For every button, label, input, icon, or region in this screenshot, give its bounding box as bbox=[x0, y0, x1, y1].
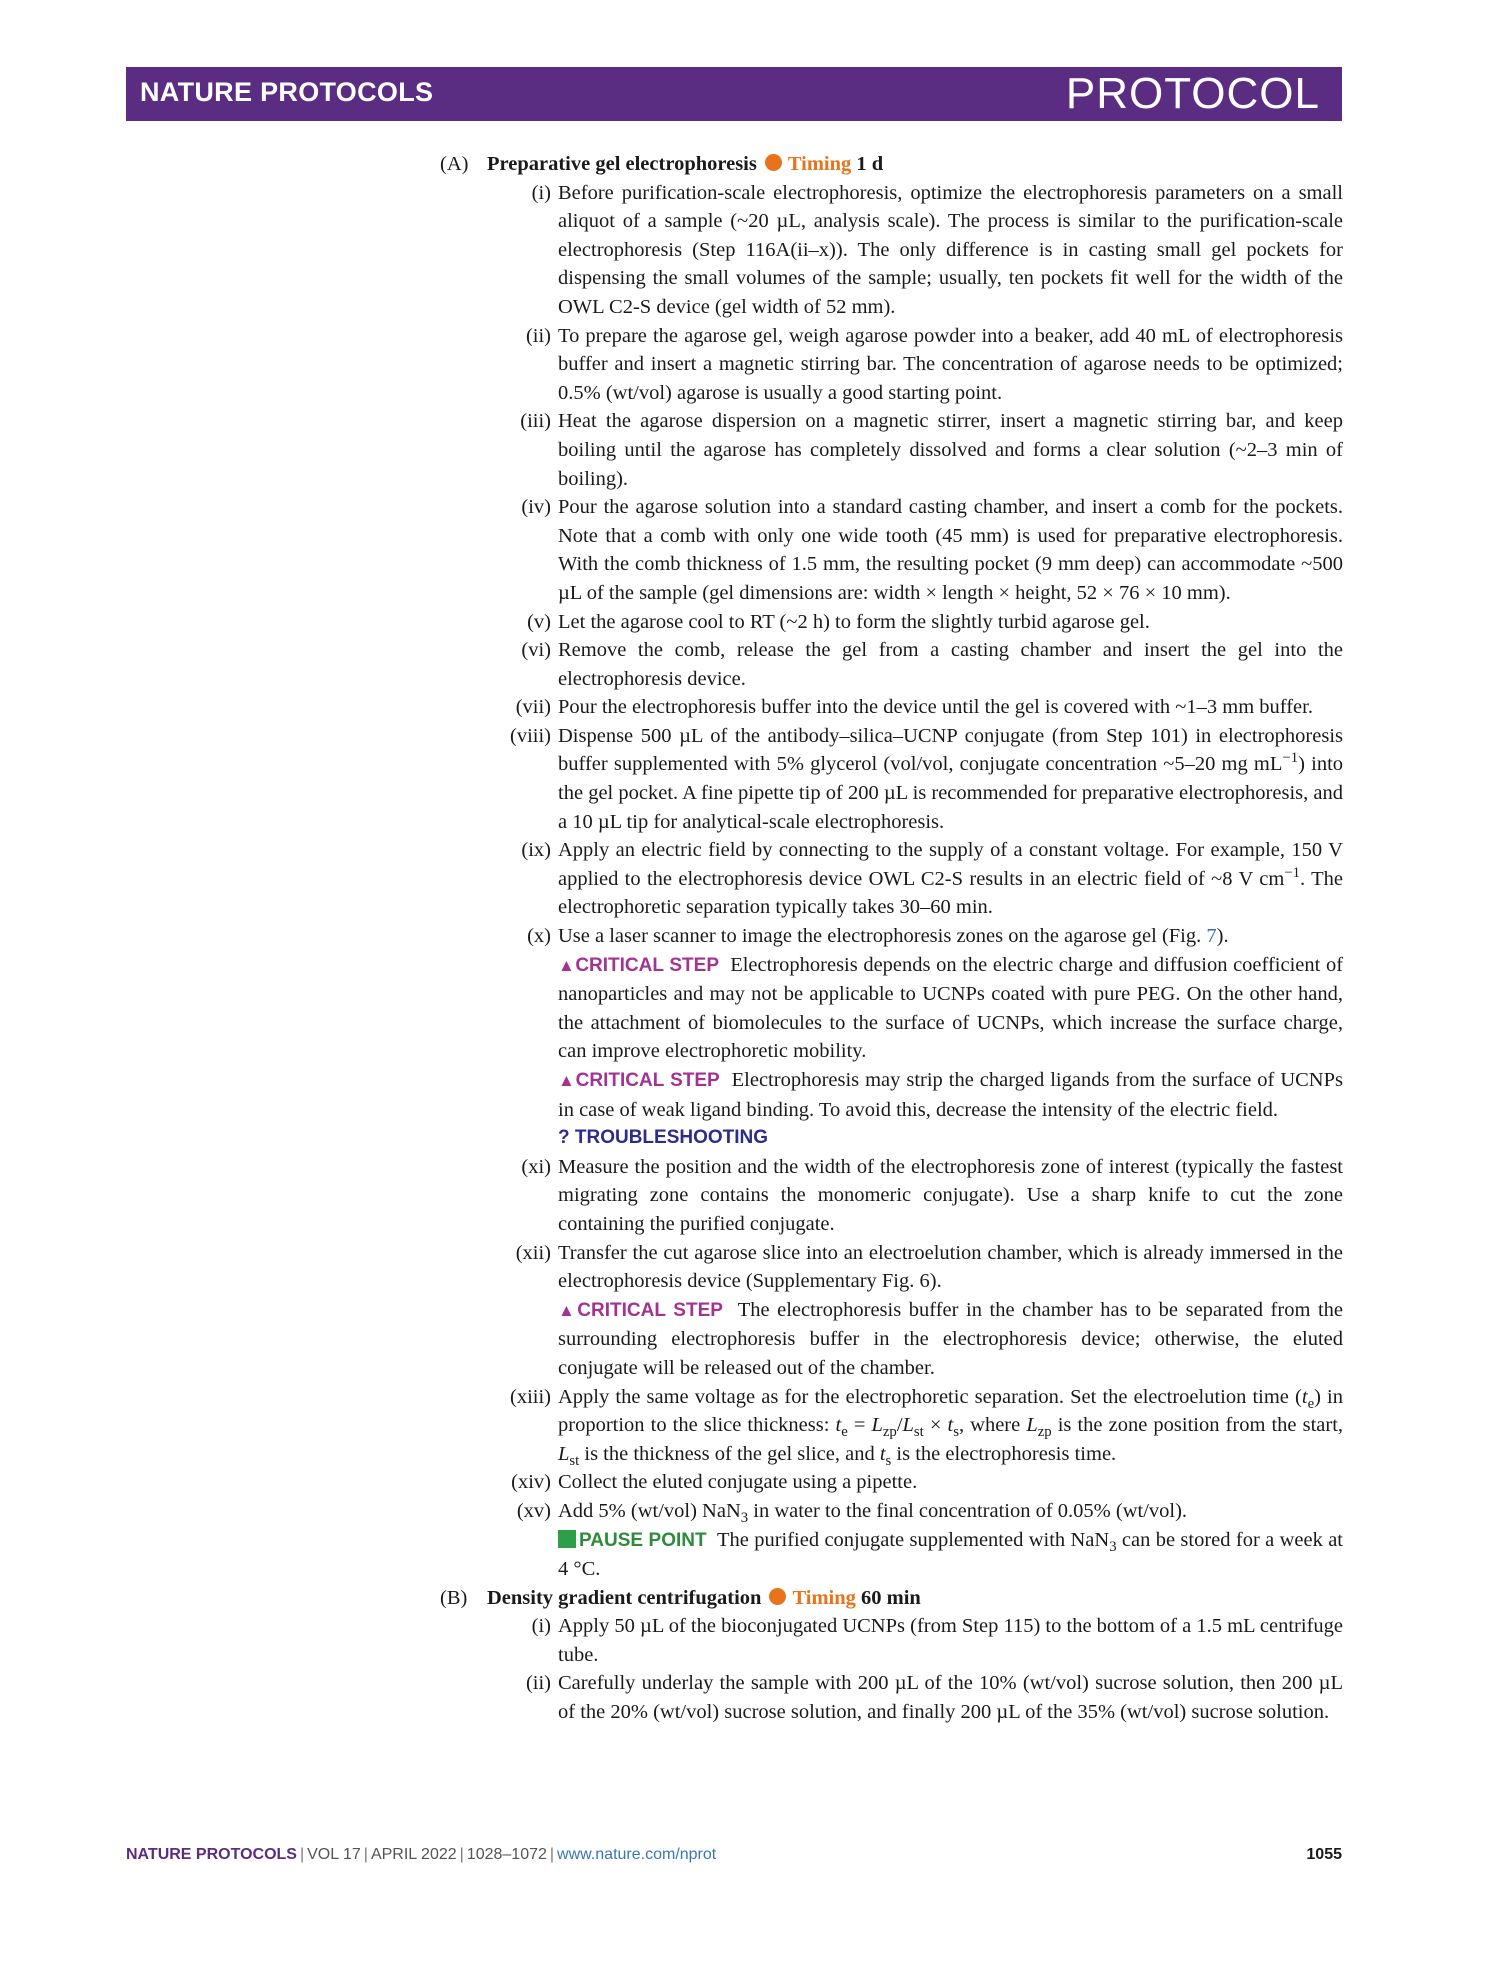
step-item bbox=[487, 608, 1343, 637]
footer-separator: | bbox=[459, 1846, 464, 1863]
critical-step-note bbox=[558, 1296, 1343, 1383]
timing-value: 1 d bbox=[856, 153, 884, 175]
footer-date: APRIL 2022 bbox=[370, 1846, 457, 1863]
step-item bbox=[487, 1239, 1343, 1383]
subscript: 3 bbox=[1109, 1538, 1117, 1555]
footer-journal: NATURE PROTOCOLS bbox=[126, 1846, 297, 1863]
critical-step-text: CRITICAL STEP bbox=[575, 954, 720, 976]
critical-step-label bbox=[558, 1300, 723, 1321]
timing-dot-icon bbox=[765, 154, 782, 171]
footer-volume: VOL 17 bbox=[307, 1846, 361, 1863]
article-type-label: PROTOCOL bbox=[1065, 69, 1320, 118]
step-item bbox=[487, 1153, 1343, 1239]
step-text: Carefully underlay the sample with 200 µL of the 10% (wt/vol) sucrose solution, then 200 µL of the 20% (wt/vol) sucrose solution, and finally 200 µL of the 35% (wt/vol) sucrose solution. bbox=[558, 1672, 1343, 1724]
step-number: (ix) bbox=[521, 839, 551, 862]
pause-point-text: PAUSE POINT bbox=[579, 1529, 707, 1551]
footer-separator: | bbox=[363, 1846, 368, 1863]
pause-point-note bbox=[558, 1526, 1343, 1584]
critical-step-label bbox=[558, 1070, 720, 1091]
step-text: Use a laser scanner to image the electrophoresis zones on the agarose gel (Fig. bbox=[558, 925, 1207, 948]
superscript: −1 bbox=[1284, 865, 1301, 882]
section-title: Density gradient centrifugation bbox=[487, 1586, 762, 1609]
timing-value: 60 min bbox=[861, 1586, 921, 1609]
superscript: −1 bbox=[1282, 750, 1299, 767]
step-text: Add 5% (wt/vol) NaN bbox=[558, 1499, 741, 1522]
subscript: 3 bbox=[740, 1510, 749, 1526]
step-number: (vii) bbox=[515, 696, 551, 719]
step-number: (xv) bbox=[516, 1499, 551, 1522]
step-item bbox=[487, 1669, 1343, 1726]
step-text-cont: in water to the final concentration of 0.05% (wt/vol). bbox=[748, 1499, 1188, 1522]
step-item bbox=[487, 1612, 1343, 1669]
journal-header-bar bbox=[126, 67, 1342, 121]
timing-label: Timing bbox=[787, 153, 852, 175]
step-number: (ii) bbox=[525, 324, 551, 347]
step-item bbox=[487, 693, 1343, 722]
step-item bbox=[487, 322, 1343, 408]
journal-name: NATURE PROTOCOLS bbox=[140, 77, 434, 107]
step-item bbox=[487, 836, 1343, 922]
step-item bbox=[487, 1468, 1343, 1497]
critical-step-label bbox=[558, 955, 719, 976]
step-number: (xiii) bbox=[510, 1385, 551, 1408]
step-item bbox=[487, 179, 1343, 322]
section-label: (A) bbox=[440, 153, 469, 175]
step-number: (vi) bbox=[521, 639, 551, 662]
step-text: Collect the eluted conjugate using a pipette. bbox=[558, 1471, 918, 1494]
protocol-body bbox=[440, 150, 1343, 1727]
section-heading bbox=[487, 1584, 1343, 1613]
step-text: Pour the electrophoresis buffer into the device until the gel is covered with ~1–3 mm buffer. bbox=[558, 696, 1313, 719]
step-number: (xiv) bbox=[511, 1471, 551, 1494]
step-number: (v) bbox=[527, 610, 551, 633]
troubleshooting-link[interactable]: ? TROUBLESHOOTING bbox=[558, 1127, 769, 1149]
triangle-icon: ▲ bbox=[558, 1071, 576, 1090]
step-number: (xi) bbox=[521, 1155, 551, 1178]
section-b bbox=[440, 1584, 1343, 1727]
step-text-formula: Apply the same voltage as for the electrophoretic separation. Set the electroelution time $(t_e)$ in proportion to the slice thickness: $t_e = L_{zp}/L_{st} \times t_s$, where $L_{zp}$ is the zone position from the start, $L_{st}$ is the thickness of the gel slice, and $t_s$ is the electrophoresis time. bbox=[558, 1385, 1344, 1469]
critical-step-text: CRITICAL STEP bbox=[575, 1070, 720, 1091]
triangle-icon: ▲ bbox=[558, 955, 576, 975]
step-item bbox=[487, 1383, 1343, 1469]
pause-point-body: The purified conjugate supplemented with NaN bbox=[716, 1528, 1110, 1551]
step-number: (xii) bbox=[515, 1241, 551, 1264]
critical-step-body: The electrophoresis buffer in the chamber has to be separated from the surrounding electrophoresis buffer in the electrophoresis device; otherwise, the eluted conjugate will be released out of the chamber. bbox=[558, 1298, 1344, 1379]
page-number: 1055 bbox=[1306, 1846, 1342, 1863]
step-number: (i) bbox=[531, 181, 551, 204]
step-text: Dispense 500 µL of the antibody–silica–UCNP conjugate (from Step 101) in electrophoresis buffer supplemented with 5% glycerol (vol/vol, conjugate concentration ~5–20 mg mL bbox=[558, 724, 1343, 776]
step-text: Pour the agarose solution into a standard casting chamber, and insert a comb for the pockets. Note that a comb with only one wide tooth (45 mm) is used for preparative electrophoresis. With the comb thickness of 1.5 mm, the resulting pocket (9 mm deep) can accommodate ~500 µL of the sample (gel dimensions are: width × length × height, 52 × 76 × 10 mm). bbox=[558, 496, 1343, 604]
step-text-cont: ). bbox=[1216, 925, 1229, 948]
figure-link[interactable]: 7 bbox=[1206, 925, 1217, 948]
footer-separator: | bbox=[549, 1846, 555, 1863]
step-text: Heat the agarose dispersion on a magnetic stirrer, insert a magnetic stirring bar, and keep boiling until the agarose has completely dissolved and forms a clear solution (~2–3 min of boiling). bbox=[558, 410, 1343, 490]
critical-step-note bbox=[558, 951, 1343, 1066]
section-title: Preparative gel electrophoresis bbox=[487, 153, 757, 175]
step-text: Transfer the cut agarose slice into an electroelution chamber, which is already immersed in the electrophoresis device (Supplementary Fig. 6). bbox=[558, 1241, 1343, 1293]
critical-step-body: Electrophoresis may strip the charged ligands from the surface of UCNPs in case of weak ligand binding. To avoid this, decrease the intensity of the electric field. bbox=[558, 1069, 1343, 1121]
step-text: Remove the comb, release the gel from a casting chamber and insert the gel into the electrophoresis device. bbox=[558, 639, 1343, 690]
critical-step-body: Electrophoresis depends on the electric charge and diffusion coefficient of nanoparticles and may not be applicable to UCNPs coated with pure PEG. On the other hand, the attachment of biomolecules to the surface of UCNPs, which increase the surface charge, can improve electrophoretic mobility. bbox=[558, 953, 1344, 1063]
critical-step-text: CRITICAL STEP bbox=[577, 1299, 723, 1321]
step-number: (iii) bbox=[520, 410, 551, 433]
step-item bbox=[487, 1497, 1343, 1584]
triangle-icon: ▲ bbox=[558, 1300, 578, 1320]
step-number: (i) bbox=[531, 1615, 551, 1638]
timing-dot-icon bbox=[769, 1588, 786, 1605]
step-number: (viii) bbox=[510, 724, 551, 747]
step-text: Measure the position and the width of the electrophoresis zone of interest (typically the fastest migrating zone contains the monomeric conjugate). Use a sharp knife to cut the zone containing the purified conjugate. bbox=[558, 1155, 1343, 1235]
footer-separator: | bbox=[299, 1846, 305, 1863]
step-item bbox=[487, 722, 1343, 836]
footer-url-link[interactable]: www.nature.com/nprot bbox=[557, 1846, 717, 1863]
step-number: (iv) bbox=[521, 496, 551, 519]
section-a bbox=[440, 150, 1343, 1584]
step-text: Let the agarose cool to RT (~2 h) to form the slightly turbid agarose gel. bbox=[558, 610, 1150, 633]
pause-point-label bbox=[558, 1530, 707, 1551]
pause-square-icon bbox=[558, 1530, 576, 1548]
step-text: Before purification-scale electrophoresis, optimize the electrophoresis parameters on a small aliquot of a sample (~20 µL, analysis scale). The process is similar to the purification-scale electrophoresis (Step 116A(ii–x)). The only difference is in casting small gel pockets for dispensing the small volumes of the sample; usually, ten pockets fit well for the width of the OWL C2-S device (gel width of 52 mm). bbox=[558, 181, 1343, 318]
footer-citation bbox=[126, 1846, 716, 1864]
step-text: Apply 50 µL of the bioconjugated UCNPs (from Step 115) to the bottom of a 1.5 mL centrifuge tube. bbox=[558, 1615, 1343, 1666]
step-item bbox=[487, 493, 1343, 607]
pause-point-body-cont: can be stored for a week at 4 °C. bbox=[558, 1528, 1343, 1581]
step-number: (ii) bbox=[525, 1672, 551, 1695]
step-text-cont: ) into the gel pocket. A fine pipette tip of 200 µL is recommended for preparative electrophoresis, and a 10 µL tip for analytical-scale electrophoresis. bbox=[558, 753, 1344, 833]
step-text-cont: . The electrophoretic separation typically takes 30–60 min. bbox=[558, 867, 1343, 919]
section-label: (B) bbox=[440, 1586, 468, 1609]
step-item bbox=[487, 922, 1343, 1153]
step-item bbox=[487, 636, 1343, 693]
critical-step-note bbox=[558, 1066, 1343, 1124]
timing-label: Timing bbox=[792, 1586, 856, 1609]
footer-pages: 1028–1072 bbox=[466, 1846, 547, 1863]
step-text: Apply an electric field by connecting to the supply of a constant voltage. For example, 150 V applied to the electrophoresis device OWL C2-S results in an electric field of ~8 V cm bbox=[558, 839, 1343, 890]
section-heading bbox=[487, 150, 1343, 179]
step-text: To prepare the agarose gel, weigh agarose powder into a beaker, add 40 mL of electrophoresis buffer and insert a magnetic stirring bar. The concentration of agarose needs to be optimized; 0.5% (wt/vol) agarose is usually a good starting point. bbox=[558, 324, 1343, 404]
step-number: (x) bbox=[527, 925, 551, 948]
step-item bbox=[487, 407, 1343, 493]
